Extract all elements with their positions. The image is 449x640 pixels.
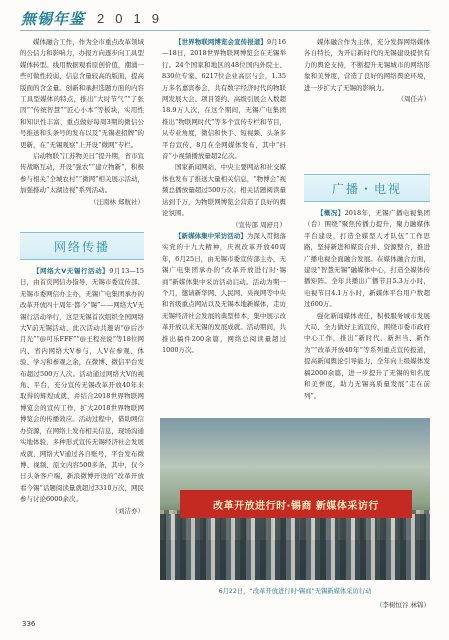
col3-top-signature: （周任卉） xyxy=(397,95,430,104)
col3-top-text: 媒体融合作为主体，充分发挥网络媒体各自特长，为开启新时代的无锡建设提供有力的舆论支持，不断提升无锡城市的网络形象和美誉度，营造了良好的网络舆论环境，进一步扩大了无锡的影响力。 xyxy=(304,38,430,92)
yearbook-brand: 無锡年鉴 xyxy=(21,11,86,28)
expo-article-heading: 【世界物联网博览会宣传报道】 xyxy=(175,38,267,46)
column-2 xyxy=(162,37,286,356)
expo-article-text-2: 国家新闻网站、中央主要网站和社交媒体也发布了推送大量相关信息，“物博会”视频总播放量超过500万次；相关话题阅读量达到千万，为物联网博览会营造了良好的舆论氛围。 xyxy=(162,163,286,218)
overview-heading: 【概况】 xyxy=(317,209,345,217)
photo-red-banner: 改革开放进行时·锡商 新媒体采访行 xyxy=(180,490,412,518)
col1-paragraph-1: 媒体融合工作，作为全市重点改革领域的公信力和影响力，办报方向逐步向工具型媒体转型。线用数据观看原创价值，潮涌一些可做性较弱、信息含量较高的版面，提高版面的含金量。创新和承担选题方面的内容工具型媒体的特点，推出“大时节气”“了张因”“传统智慧”“匠心小本”等板块，实用性和知识性丰富，重点做好每周3期的微信公号推送和头条号的发布以及“无锡老招牌”的更新，在“无锡观察”上开设“微网”专栏。 xyxy=(20,38,144,149)
column-1 xyxy=(20,37,144,208)
network-article-heading: 【网络大V无锡行活动】 xyxy=(33,267,110,275)
expo-article-text: 9月16—18日，2018世界物联网博览会在无锡举行。24个国家和地区的48位国内外院士、830位专家、6217位企业高层与会，1.35万多名嘉宾参会，共有数字经济时代的物联网发展大会、项目签约、高级引展会入数超18.9万人次，在这个期间，无锡广电集团推出“物联网时代”等多个宣传专栏和节目，从专业角度，微信和快手、短视频、头条多平台宣传，8月在全网媒体发布，其中“抖音”小视频播放量超2亿次。 xyxy=(162,38,286,161)
section-banner-broadcast-tv: 广播・电视 xyxy=(304,174,430,202)
overview-article xyxy=(304,208,430,311)
photo-credit: （李树恒谷 林锦） xyxy=(375,601,430,609)
network-article-signature: （刘洁亦） xyxy=(111,506,144,515)
photo-crowd-front xyxy=(160,514,430,580)
media-interview-article xyxy=(162,231,286,356)
col1-paragraph-2: 启动物联“江苏物美日”提升期，省市宣传战略互动，开设“强农”“建立物新”，积极参与相关“全城农村”“微网”相关展示活动，加强推动“太湖边视”系列活动。 xyxy=(20,152,144,195)
network-article-text: 9月13—15日，由首页网信办指导，无锡市委宣传部、无锡市委网信办主办，无锡广电集团承办的改革开放四十周年·都今“锡”——网络大V无锡行活动举行，这是无锡首次组织全国网络大V前无锡活动，此次活动共邀请“@后沙月光”“@可乐FFF”“@王程亮说”等18位网内、省内网络大V参与，人V在参观、体验、学习和参观之余，在微博、微信平台发布超过500万人次。活动通过网络大V的视角、平台，充分宣传无锡改革开放40年来取得的辉煌成就，并结合2018世界物联网博览会的宣传工作，扩大2018世界物联网博览会的传播效应。活动过程中，借助网信办资源，在网络上发布相关信息，现场沟通实地体验，多种形式宣传无锡经济社会发展成就，网络大V通过各自账号，平台发布微博、视频、原文内容500多条，其中，仅今日头条客户端，新浪微博开设的“改革开放看今锡”话题阅读量就超过3310万次，网民参与讨论6000余次。 xyxy=(20,267,145,504)
col1-signature: （汪南林 郑航社） xyxy=(89,197,144,206)
expo-article-signature: （宣传部 周舒月） xyxy=(231,220,286,229)
media-interview-heading: 【新媒体集中采访活动】 xyxy=(175,231,247,240)
photo-caption: 6月22日，“改革开放进行时·锡商”无锡新媒体采访行动 xyxy=(218,588,372,595)
expo-article xyxy=(162,37,286,162)
yearbook-year: 2019 xyxy=(97,11,170,26)
overview-text: 2018年，无锡广播电视集团（台）围绕“聚焦传播力提升，聚力融媒体平台建设，打造全媒型人才队伍”工作思路，坚持新进和媒资合并、资源整合，推进广播电视全面融合发展。在媒体融合方面，建设“智慧无锡”融媒体中心，打造全媒体传播矩阵。全年共播出广播节目5.3万小时，电视节目4.1万小时，新媒体平台用户数超过600万。 xyxy=(304,209,430,309)
page-header xyxy=(0,0,449,40)
media-interview-text: 为深入贯彻落实党的十九大精神，庆祝改革开放40周年，6月25日，由无锡市委宣传部主办，无锡广电集团承办的“改革开放进行时·锡商”新媒体集中采访活动启动。活动为期一个月，邀请新华网、人民网、央视网等中央和省级重点网站以及无锡本地新媒体，走访无锡经济社会发展的典型样本，集中展示改革开放以来无锡的发展成就。活动期间，共推出稿件200余篇，网络总阅读量超过1000万次。 xyxy=(162,231,286,354)
header-rule xyxy=(20,30,430,31)
network-article xyxy=(20,266,144,506)
section-banner-network: 网络传播 xyxy=(20,232,144,260)
overview-text-2: 强化新闻媒体责任，积极服务城市发展大局，全力做好主流宣传，围绕市委市政府中心工作，推出“新时代、新担当、新作为”“改革开放40年”等系列重点宣传报道，提高新闻舆论引导能力，全年向上级媒体发稿2000余篇，进一步提升了无锡的知名度和美誉度，助力无锡高质量发展“走在前列”。 xyxy=(304,311,430,400)
event-photo xyxy=(160,418,430,580)
page-number: 336 xyxy=(22,620,36,628)
column-3-lower xyxy=(304,208,430,402)
column-3-top xyxy=(304,37,430,105)
column-1-lower xyxy=(20,266,144,517)
